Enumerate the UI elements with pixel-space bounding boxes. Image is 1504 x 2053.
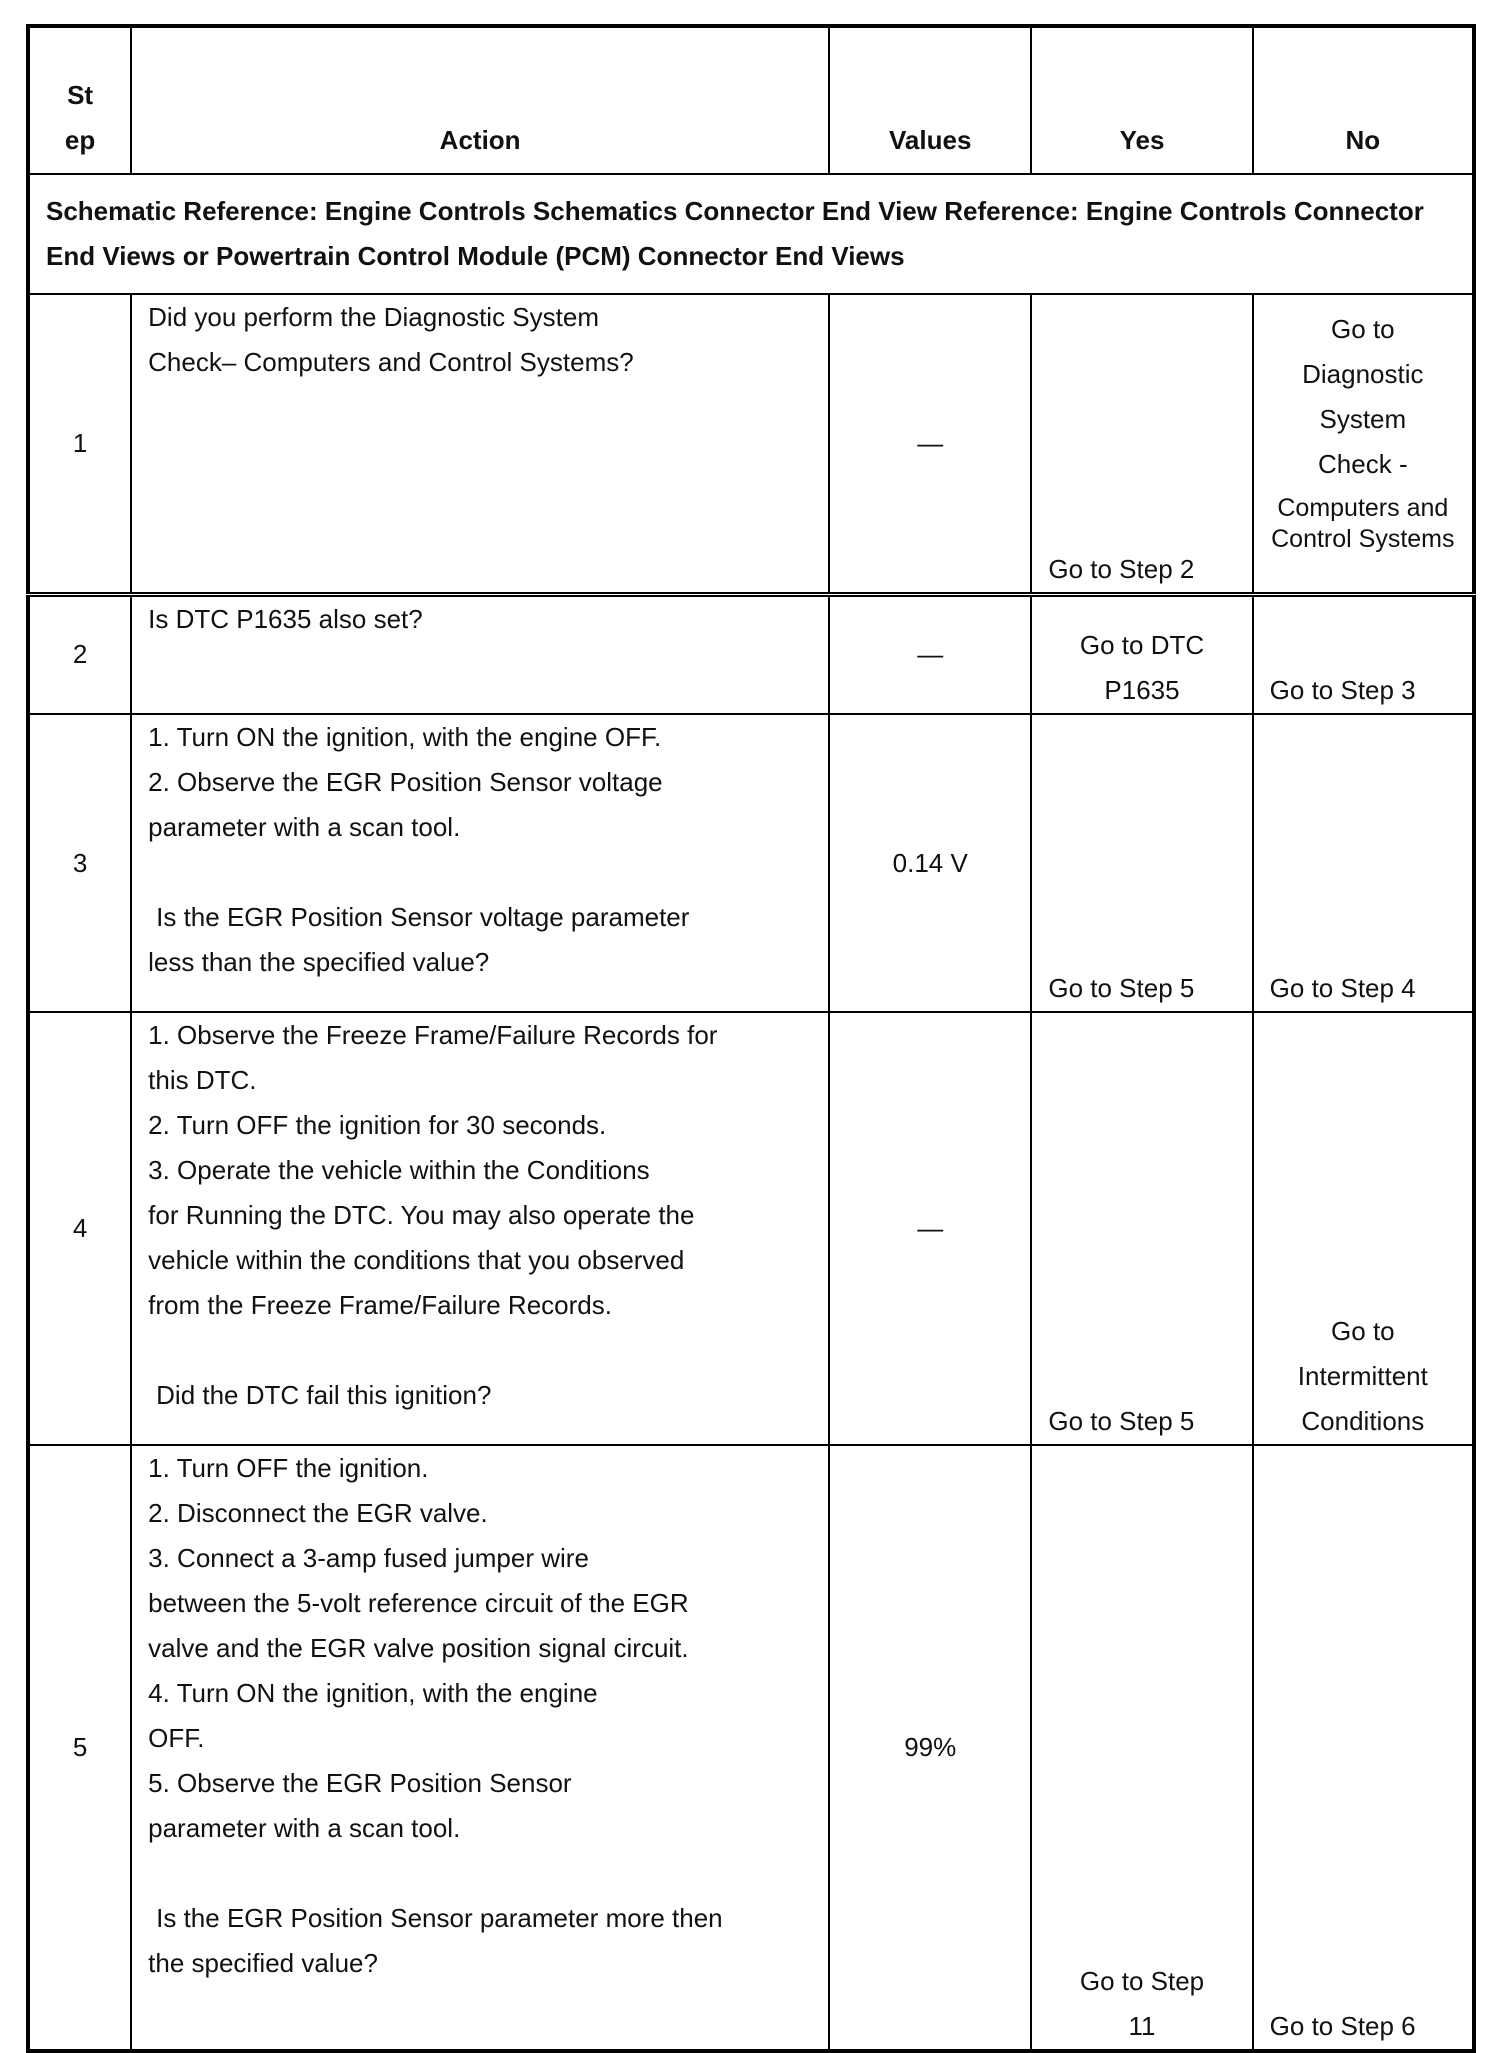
header-action: Action — [131, 26, 829, 174]
action-line: for Running the DTC. You may also operate the — [148, 1200, 695, 1230]
value-cell: — — [829, 294, 1031, 594]
yes-line: Go to DTC — [1079, 630, 1205, 660]
action-line: 4. Turn ON the ignition, with the engine — [148, 1678, 598, 1708]
value-cell: — — [829, 594, 1031, 714]
spacer — [148, 1851, 812, 1896]
schematic-reference-row — [28, 174, 1474, 294]
action-line: parameter with a scan tool. — [148, 1813, 461, 1843]
no-cell — [1253, 1012, 1474, 1445]
action-line: between the 5-volt reference circuit of the EGR — [148, 1588, 689, 1618]
action-cell — [131, 294, 829, 594]
table-row — [28, 1445, 1474, 2051]
action-line: 1. Observe the Freeze Frame/Failure Records for — [148, 1020, 718, 1050]
action-line: valve and the EGR valve position signal circuit. — [148, 1633, 689, 1663]
question-line: Is the EGR Position Sensor parameter more then — [156, 1903, 723, 1933]
yes-line: P1635 — [1104, 675, 1180, 705]
action-line: 3. Connect a 3-amp fused jumper wire — [148, 1543, 589, 1573]
yes-line: Go to Step — [1079, 1966, 1205, 1996]
table-row — [28, 594, 1474, 714]
header-row — [28, 26, 1474, 174]
action-line: Did you perform the Diagnostic System — [148, 302, 599, 332]
step-number: 3 — [28, 714, 131, 1012]
action-line: from the Freeze Frame/Failure Records. — [148, 1290, 612, 1320]
no-line: Control Systems — [1271, 525, 1455, 553]
yes-cell — [1031, 1445, 1252, 2051]
action-line: Is DTC P1635 also set? — [148, 603, 423, 634]
action-line: vehicle within the conditions that you observed — [148, 1245, 685, 1275]
no-line: Computers and — [1277, 494, 1449, 522]
no-line: Go to — [1331, 1316, 1395, 1346]
diagnostic-table — [26, 24, 1476, 2053]
action-cell — [131, 1012, 829, 1445]
yes-cell: Go to Step 5 — [1031, 1012, 1252, 1445]
no-cell: Go to Step 4 — [1253, 714, 1474, 1012]
no-cell — [1253, 294, 1474, 594]
yes-line: 11 — [1128, 2011, 1156, 2041]
step-number: 5 — [28, 1445, 131, 2051]
action-line: this DTC. — [148, 1065, 257, 1095]
yes-cell: Go to Step 5 — [1031, 714, 1252, 1012]
table-row — [28, 1012, 1474, 1445]
no-line: System — [1319, 404, 1407, 434]
yes-cell — [1031, 594, 1252, 714]
action-line: 3. Operate the vehicle within the Conditions — [148, 1155, 650, 1185]
step-number: 4 — [28, 1012, 131, 1445]
table-row — [28, 714, 1474, 1012]
header-no: No — [1253, 26, 1474, 174]
action-cell — [131, 1445, 829, 2051]
yes-cell: Go to Step 2 — [1031, 294, 1252, 594]
table-row — [28, 294, 1474, 594]
action-line: 1. Turn ON the ignition, with the engine OFF. — [148, 722, 662, 752]
no-cell: Go to Step 3 — [1253, 594, 1474, 714]
action-line: 5. Observe the EGR Position Sensor — [148, 1768, 572, 1798]
header-yes: Yes — [1031, 26, 1252, 174]
step-number: 1 — [28, 294, 131, 594]
header-values: Values — [829, 26, 1031, 174]
question-line: Is the EGR Position Sensor voltage parameter — [156, 902, 690, 932]
action-line: 2. Turn OFF the ignition for 30 seconds. — [148, 1110, 607, 1140]
value-cell: 0.14 V — [829, 714, 1031, 1012]
action-line: parameter with a scan tool. — [148, 812, 461, 842]
no-line: Diagnostic — [1302, 359, 1424, 389]
no-cell: Go to Step 6 — [1253, 1445, 1474, 2051]
schematic-reference: Schematic Reference: Engine Controls Schematics Connector End View Reference: Engine Controls Connector End Views or Powertrain Control Module (PCM) Connector End Views — [28, 174, 1474, 294]
action-line: 1. Turn OFF the ignition. — [148, 1453, 429, 1483]
no-line: Conditions — [1301, 1406, 1425, 1436]
action-cell — [131, 594, 829, 714]
action-cell — [131, 714, 829, 1012]
action-line: Check– Computers and Control Systems? — [148, 347, 634, 377]
spacer — [148, 1328, 812, 1373]
question-line: less than the specified value? — [148, 947, 490, 977]
no-line: Go to — [1331, 314, 1395, 344]
question-line: Did the DTC fail this ignition? — [156, 1380, 492, 1410]
action-line: OFF. — [148, 1723, 205, 1753]
question-line: the specified value? — [148, 1948, 378, 1978]
action-line: 2. Observe the EGR Position Sensor voltage — [148, 767, 663, 797]
spacer — [148, 850, 812, 895]
header-step: St ep — [28, 26, 131, 174]
no-line: Intermittent — [1297, 1361, 1428, 1391]
value-cell: — — [829, 1012, 1031, 1445]
no-line: Check - — [1318, 449, 1408, 479]
value-cell: 99% — [829, 1445, 1031, 2051]
step-number: 2 — [28, 594, 131, 714]
action-line: 2. Disconnect the EGR valve. — [148, 1498, 488, 1528]
